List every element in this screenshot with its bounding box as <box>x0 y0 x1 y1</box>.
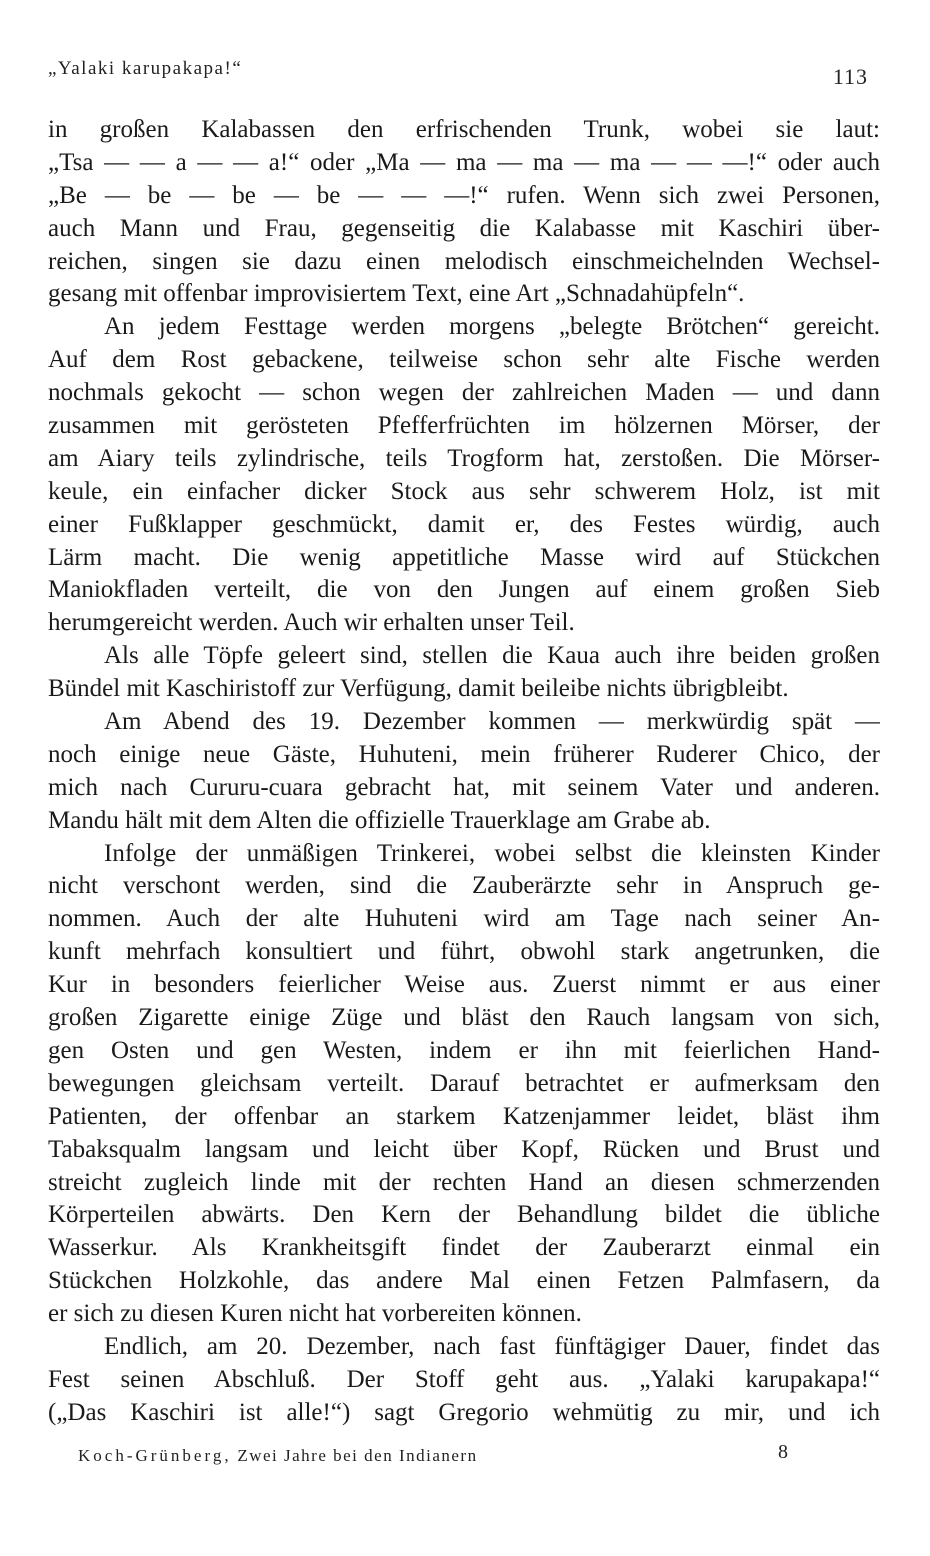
text-line: streicht zugleich linde mit der rechten Hand an diesen schmerzenden <box>48 1168 880 1196</box>
text-line: Körperteilen abwärts. Den Kern der Behandlung bildet die übliche <box>48 1201 880 1229</box>
text-line: gesang mit offenbar improvisiertem Text, eine Art „Schnadahüpfeln“. <box>48 280 745 308</box>
footer-signature-line <box>78 1446 478 1466</box>
footer-book-title: Zwei Jahre bei den Indianern <box>237 1446 478 1465</box>
text-line: kunft mehrfach konsultiert und führt, obwohl stark angetrunken, die <box>48 938 880 966</box>
text-line: („Das Kaschiri ist alle!“) sagt Gregorio wehmütig zu mir, und ich <box>48 1398 880 1426</box>
footer-author: Koch-Grünberg, <box>78 1446 232 1465</box>
text-line: noch einige neue Gäste, Huhuteni, mein früherer Ruderer Chico, der <box>48 740 880 768</box>
text-line: einer Fußklapper geschmückt, damit er, des Festes würdig, auch <box>48 510 880 538</box>
text-line: Auf dem Rost gebackene, teilweise schon sehr alte Fische werden <box>48 346 880 374</box>
text-line: Lärm macht. Die wenig appetitliche Masse wird auf Stückchen <box>48 543 880 571</box>
text-line: Kur in besonders feierlicher Weise aus. Zuerst nimmt er aus einer <box>48 971 880 999</box>
text-line: Wasserkur. Als Krankheitsgift findet der Zauberarzt einmal ein <box>48 1234 880 1262</box>
text-line: nommen. Auch der alte Huhuteni wird am Tage nach seiner An- <box>48 905 880 933</box>
text-line: reichen, singen sie dazu einen melodisch einschmeichelnden Wechsel- <box>48 247 880 275</box>
text-line: Infolge der unmäßigen Trinkerei, wobei selbst die kleinsten Kinder <box>104 839 880 867</box>
text-line: Endlich, am 20. Dezember, nach fast fünftägiger Dauer, findet das <box>104 1332 880 1360</box>
text-line: herumgereicht werden. Auch wir erhalten unser Teil. <box>48 609 575 637</box>
text-line: keule, ein einfacher dicker Stock aus sehr schwerem Holz, ist mit <box>48 477 880 505</box>
text-line: großen Zigarette einige Züge und bläst den Rauch langsam von sich, <box>48 1004 880 1032</box>
page-number: 113 <box>832 64 868 89</box>
text-line: am Aiary teils zylindrische, teils Trogform hat, zerstoßen. Die Mörser- <box>48 444 880 472</box>
text-line: Als alle Töpfe geleert sind, stellen die Kaua auch ihre beiden großen <box>104 642 880 670</box>
text-line: Bündel mit Kaschiristoff zur Verfügung, damit beileibe nichts übrigbleibt. <box>48 675 789 703</box>
text-line: er sich zu diesen Kuren nicht hat vorbereiten können. <box>48 1300 582 1328</box>
text-line: gen Osten und gen Westen, indem er ihn mit feierlichen Hand- <box>48 1036 880 1064</box>
text-line: Stückchen Holzkohle, das andere Mal einen Fetzen Palmfasern, da <box>48 1267 880 1295</box>
text-line: Maniokfladen verteilt, die von den Jungen auf einem großen Sieb <box>48 576 880 604</box>
text-line: in großen Kalabassen den erfrischenden Trunk, wobei sie laut: <box>48 116 880 143</box>
text-line: An jedem Festtage werden morgens „belegte Brötchen“ gereicht. <box>104 313 880 341</box>
text-line: Am Abend des 19. Dezember kommen — merkwürdig spät — <box>104 708 880 736</box>
text-line: Patienten, der offenbar an starkem Katzenjammer leidet, bläst ihm <box>48 1102 880 1130</box>
body-text <box>48 114 880 1430</box>
text-line: Fest seinen Abschluß. Der Stoff geht aus. „Yalaki karupakapa!“ <box>48 1365 880 1393</box>
text-line: nochmals gekocht — schon wegen der zahlreichen Maden — und dann <box>48 379 880 407</box>
text-line: zusammen mit gerösteten Pfefferfrüchten im hölzernen Mörser, der <box>48 412 880 440</box>
text-line: bewegungen gleichsam verteilt. Darauf betrachtet er aufmerksam den <box>48 1069 880 1097</box>
signature-mark: 8 <box>778 1441 788 1463</box>
text-line: „Tsa — — a — — a!“ oder „Ma — ma — ma — ma — — —!“ oder auch <box>48 148 880 176</box>
text-line: „Be — be — be — be — — —!“ rufen. Wenn sich zwei Personen, <box>48 181 880 209</box>
text-line: Mandu hält mit dem Alten die offizielle Trauerklage am Grabe ab. <box>48 806 711 834</box>
text-line: nicht verschont werden, sind die Zauberärzte sehr in Anspruch ge- <box>48 872 880 900</box>
text-line: auch Mann und Frau, gegenseitig die Kalabasse mit Kaschiri über- <box>48 214 880 242</box>
running-head: „Yalaki karupakapa!“ <box>48 58 243 79</box>
text-line: mich nach Cururu-cuara gebracht hat, mit seinem Vater und anderen. <box>48 773 880 801</box>
text-line: Tabaksqualm langsam und leicht über Kopf, Rücken und Brust und <box>48 1135 880 1163</box>
